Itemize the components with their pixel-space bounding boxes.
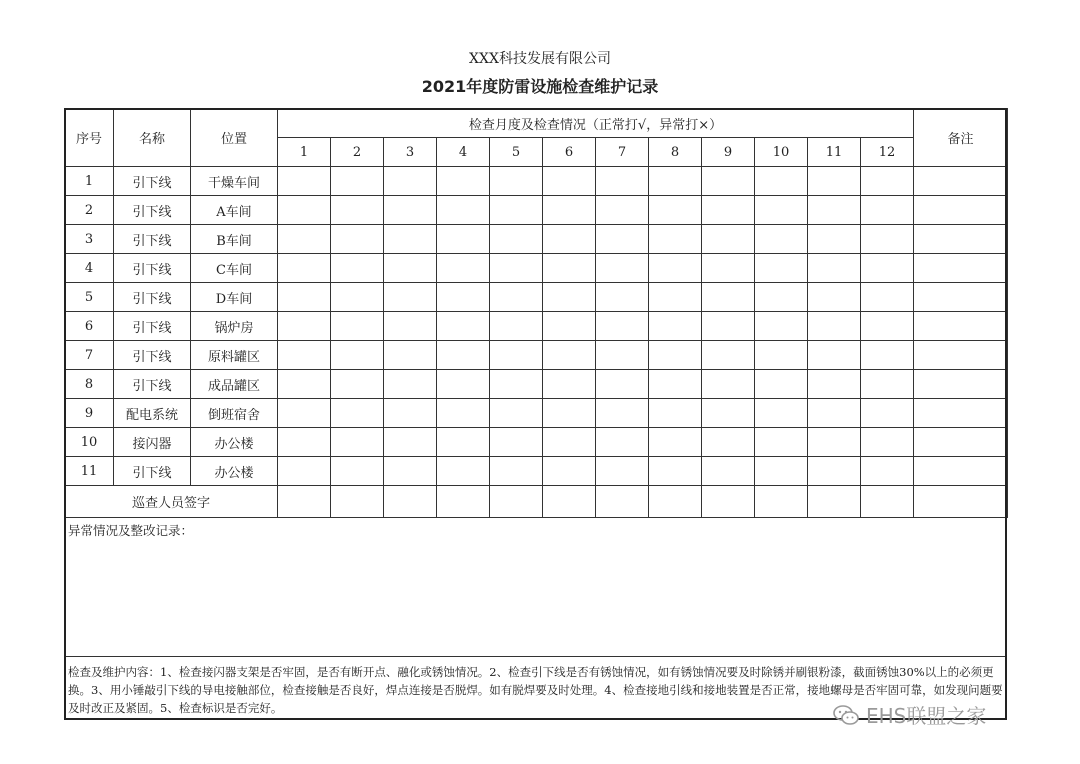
signature-cell[interactable] (278, 486, 331, 518)
check-cell[interactable] (755, 196, 808, 225)
inspection-table (64, 108, 1008, 518)
check-cell[interactable] (596, 341, 649, 370)
check-cell[interactable] (490, 428, 543, 457)
check-cell[interactable] (808, 312, 861, 341)
check-cell[interactable] (278, 167, 331, 196)
month-header: 4 (437, 138, 490, 167)
signature-cell[interactable] (596, 486, 649, 518)
check-cell[interactable] (331, 399, 384, 428)
check-cell[interactable] (755, 312, 808, 341)
row-name: 引下线 (114, 196, 191, 225)
check-cell[interactable] (702, 370, 755, 399)
row-location: B车间 (191, 225, 278, 254)
check-cell[interactable] (543, 167, 596, 196)
signature-cell[interactable] (649, 486, 702, 518)
check-cell[interactable] (808, 341, 861, 370)
check-cell[interactable] (702, 225, 755, 254)
row-location: 成品罐区 (191, 370, 278, 399)
abnormal-notes-area[interactable] (64, 515, 1007, 657)
month-header: 10 (755, 138, 808, 167)
remarks-cell[interactable] (914, 196, 1008, 225)
check-cell[interactable] (437, 225, 490, 254)
wechat-icon (832, 704, 860, 726)
check-cell[interactable] (278, 428, 331, 457)
check-cell[interactable] (702, 457, 755, 486)
row-name: 引下线 (114, 254, 191, 283)
check-cell[interactable] (543, 428, 596, 457)
check-cell[interactable] (331, 196, 384, 225)
check-cell[interactable] (596, 196, 649, 225)
check-cell[interactable] (808, 283, 861, 312)
remarks-cell[interactable] (914, 399, 1008, 428)
watermark (832, 700, 986, 729)
table-row (65, 254, 1008, 283)
check-cell[interactable] (384, 370, 437, 399)
signature-cell[interactable] (861, 486, 914, 518)
check-cell[interactable] (596, 254, 649, 283)
check-cell[interactable] (755, 399, 808, 428)
check-cell[interactable] (649, 341, 702, 370)
company-name: XXX科技发展有限公司 (469, 51, 611, 67)
check-cell[interactable] (649, 167, 702, 196)
check-cell[interactable] (437, 196, 490, 225)
remarks-cell[interactable] (914, 370, 1008, 399)
row-seq: 7 (65, 341, 114, 370)
check-cell[interactable] (808, 399, 861, 428)
check-cell[interactable] (543, 225, 596, 254)
check-cell[interactable] (331, 370, 384, 399)
signature-cell[interactable] (490, 486, 543, 518)
check-cell[interactable] (755, 254, 808, 283)
check-cell[interactable] (596, 370, 649, 399)
check-cell[interactable] (596, 312, 649, 341)
check-cell[interactable] (596, 399, 649, 428)
remarks-cell[interactable] (914, 341, 1008, 370)
check-cell[interactable] (437, 167, 490, 196)
check-cell[interactable] (490, 312, 543, 341)
check-cell[interactable] (384, 196, 437, 225)
check-cell[interactable] (331, 457, 384, 486)
table-row (65, 399, 1008, 428)
check-cell[interactable] (437, 283, 490, 312)
check-cell[interactable] (437, 428, 490, 457)
check-cell[interactable] (861, 225, 914, 254)
check-cell[interactable] (861, 341, 914, 370)
check-cell[interactable] (384, 428, 437, 457)
check-cell[interactable] (543, 196, 596, 225)
check-cell[interactable] (702, 399, 755, 428)
remarks-cell[interactable] (914, 254, 1008, 283)
check-cell[interactable] (808, 167, 861, 196)
check-cell[interactable] (384, 312, 437, 341)
check-cell[interactable] (755, 283, 808, 312)
check-cell[interactable] (490, 254, 543, 283)
abnormal-notes-label: 异常情况及整改记录： (68, 523, 194, 538)
header-name: 名称 (114, 109, 191, 167)
check-cell[interactable] (331, 283, 384, 312)
header-months-group: 检查月度及检查情况（正常打√，异常打×） (278, 109, 914, 138)
check-cell[interactable] (384, 341, 437, 370)
check-cell[interactable] (861, 196, 914, 225)
table-row (65, 341, 1008, 370)
check-cell[interactable] (808, 370, 861, 399)
table-row (65, 428, 1008, 457)
check-cell[interactable] (649, 254, 702, 283)
row-location: A车间 (191, 196, 278, 225)
check-cell[interactable] (649, 196, 702, 225)
remarks-cell[interactable] (914, 312, 1008, 341)
check-cell[interactable] (702, 341, 755, 370)
check-cell[interactable] (702, 312, 755, 341)
check-cell[interactable] (861, 283, 914, 312)
check-cell[interactable] (808, 428, 861, 457)
check-cell[interactable] (490, 196, 543, 225)
check-cell[interactable] (331, 254, 384, 283)
table-row (65, 225, 1008, 254)
check-cell[interactable] (437, 254, 490, 283)
check-cell[interactable] (278, 283, 331, 312)
month-header: 3 (384, 138, 437, 167)
check-cell[interactable] (649, 370, 702, 399)
check-cell[interactable] (331, 225, 384, 254)
signature-cell[interactable] (331, 486, 384, 518)
table-row (65, 167, 1008, 196)
check-cell[interactable] (543, 312, 596, 341)
check-cell[interactable] (808, 254, 861, 283)
row-name: 配电系统 (114, 399, 191, 428)
row-seq: 4 (65, 254, 114, 283)
row-location: 干燥车间 (191, 167, 278, 196)
check-cell[interactable] (490, 457, 543, 486)
check-cell[interactable] (861, 399, 914, 428)
check-cell[interactable] (331, 312, 384, 341)
month-header: 6 (543, 138, 596, 167)
row-seq: 6 (65, 312, 114, 341)
remarks-cell[interactable] (914, 428, 1008, 457)
check-cell[interactable] (490, 225, 543, 254)
row-location: 倒班宿舍 (191, 399, 278, 428)
row-seq: 1 (65, 167, 114, 196)
check-cell[interactable] (278, 196, 331, 225)
row-seq: 10 (65, 428, 114, 457)
table-row (65, 457, 1008, 486)
check-cell[interactable] (278, 254, 331, 283)
inspection-content-note: 检查及维护内容：1、检查接闪器支架是否牢固，是否有断开点、融化或锈蚀情况。2、检查引下线是否有锈蚀情况，如有锈蚀情况要及时除锈并刷银粉漆，截面锈蚀30%以上的必须更换。3、用小锤敲引下线的导电接触部位，检查接触是否良好，焊点连接是否脱焊。如有脱焊要及时处理。4、检查接地引线和接地装置是否正常，接地螺母是否牢固可靠，如发现问题要及时改正及紧固。5、检查标识是否完好。 (68, 665, 1003, 715)
check-cell[interactable] (384, 399, 437, 428)
remarks-cell[interactable] (914, 457, 1008, 486)
check-cell[interactable] (490, 399, 543, 428)
row-seq: 2 (65, 196, 114, 225)
check-cell[interactable] (490, 283, 543, 312)
check-cell[interactable] (702, 167, 755, 196)
month-header: 11 (808, 138, 861, 167)
check-cell[interactable] (596, 428, 649, 457)
check-cell[interactable] (702, 254, 755, 283)
check-cell[interactable] (278, 225, 331, 254)
month-header: 2 (331, 138, 384, 167)
check-cell[interactable] (278, 341, 331, 370)
signature-row (65, 486, 1008, 518)
row-location: C车间 (191, 254, 278, 283)
check-cell[interactable] (331, 167, 384, 196)
check-cell[interactable] (861, 254, 914, 283)
signature-cell[interactable] (702, 486, 755, 518)
month-header: 7 (596, 138, 649, 167)
row-location: 锅炉房 (191, 312, 278, 341)
month-header: 1 (278, 138, 331, 167)
row-seq: 8 (65, 370, 114, 399)
check-cell[interactable] (649, 283, 702, 312)
signature-cell[interactable] (543, 486, 596, 518)
check-cell[interactable] (331, 341, 384, 370)
check-cell[interactable] (649, 428, 702, 457)
row-name: 引下线 (114, 167, 191, 196)
check-cell[interactable] (437, 399, 490, 428)
month-header: 5 (490, 138, 543, 167)
check-cell[interactable] (861, 312, 914, 341)
check-cell[interactable] (755, 225, 808, 254)
signature-cell[interactable] (384, 486, 437, 518)
check-cell[interactable] (543, 399, 596, 428)
row-seq: 11 (65, 457, 114, 486)
row-name: 接闪器 (114, 428, 191, 457)
check-cell[interactable] (543, 341, 596, 370)
check-cell[interactable] (384, 254, 437, 283)
header-seq: 序号 (65, 109, 114, 167)
header-location: 位置 (191, 109, 278, 167)
check-cell[interactable] (755, 341, 808, 370)
page-title: 2021年度防雷设施检查维护记录 (421, 77, 659, 96)
check-cell[interactable] (755, 370, 808, 399)
check-cell[interactable] (596, 167, 649, 196)
check-cell[interactable] (808, 225, 861, 254)
row-name: 引下线 (114, 225, 191, 254)
month-header: 8 (649, 138, 702, 167)
check-cell[interactable] (278, 457, 331, 486)
table-row (65, 196, 1008, 225)
check-cell[interactable] (490, 167, 543, 196)
check-cell[interactable] (702, 196, 755, 225)
remarks-cell[interactable] (914, 225, 1008, 254)
signature-cell[interactable] (755, 486, 808, 518)
row-seq: 5 (65, 283, 114, 312)
check-cell[interactable] (437, 457, 490, 486)
check-cell[interactable] (755, 457, 808, 486)
header-remarks: 备注 (914, 109, 1008, 167)
month-header: 9 (702, 138, 755, 167)
row-location: 办公楼 (191, 428, 278, 457)
row-seq: 9 (65, 399, 114, 428)
row-name: 引下线 (114, 312, 191, 341)
check-cell[interactable] (384, 457, 437, 486)
row-name: 引下线 (114, 457, 191, 486)
row-seq: 3 (65, 225, 114, 254)
remarks-cell[interactable] (914, 283, 1008, 312)
check-cell[interactable] (861, 457, 914, 486)
check-cell[interactable] (490, 341, 543, 370)
check-cell[interactable] (490, 370, 543, 399)
signature-cell[interactable] (808, 486, 861, 518)
check-cell[interactable] (384, 283, 437, 312)
check-cell[interactable] (384, 225, 437, 254)
check-cell[interactable] (596, 283, 649, 312)
row-name: 引下线 (114, 341, 191, 370)
check-cell[interactable] (649, 399, 702, 428)
check-cell[interactable] (437, 370, 490, 399)
check-cell[interactable] (861, 167, 914, 196)
check-cell[interactable] (331, 428, 384, 457)
check-cell[interactable] (543, 370, 596, 399)
table-row (65, 312, 1008, 341)
signature-remarks-cell[interactable] (914, 486, 1008, 518)
row-location: 办公楼 (191, 457, 278, 486)
check-cell[interactable] (649, 225, 702, 254)
check-cell[interactable] (278, 370, 331, 399)
check-cell[interactable] (596, 457, 649, 486)
row-name: 引下线 (114, 370, 191, 399)
check-cell[interactable] (702, 283, 755, 312)
check-cell[interactable] (278, 312, 331, 341)
signature-label: 巡查人员签字 (65, 486, 278, 518)
watermark-text: EHS联盟之家 (866, 704, 987, 728)
check-cell[interactable] (543, 283, 596, 312)
check-cell[interactable] (384, 167, 437, 196)
remarks-cell[interactable] (914, 167, 1008, 196)
check-cell[interactable] (702, 428, 755, 457)
table-row (65, 283, 1008, 312)
row-location: D车间 (191, 283, 278, 312)
check-cell[interactable] (596, 225, 649, 254)
check-cell[interactable] (861, 370, 914, 399)
signature-cell[interactable] (437, 486, 490, 518)
check-cell[interactable] (649, 457, 702, 486)
check-cell[interactable] (543, 254, 596, 283)
table-row (65, 370, 1008, 399)
check-cell[interactable] (649, 312, 702, 341)
check-cell[interactable] (808, 196, 861, 225)
check-cell[interactable] (437, 341, 490, 370)
check-cell[interactable] (861, 428, 914, 457)
row-location: 原料罐区 (191, 341, 278, 370)
check-cell[interactable] (755, 167, 808, 196)
check-cell[interactable] (278, 399, 331, 428)
check-cell[interactable] (755, 428, 808, 457)
row-name: 引下线 (114, 283, 191, 312)
check-cell[interactable] (437, 312, 490, 341)
check-cell[interactable] (808, 457, 861, 486)
check-cell[interactable] (543, 457, 596, 486)
month-header: 12 (861, 138, 914, 167)
